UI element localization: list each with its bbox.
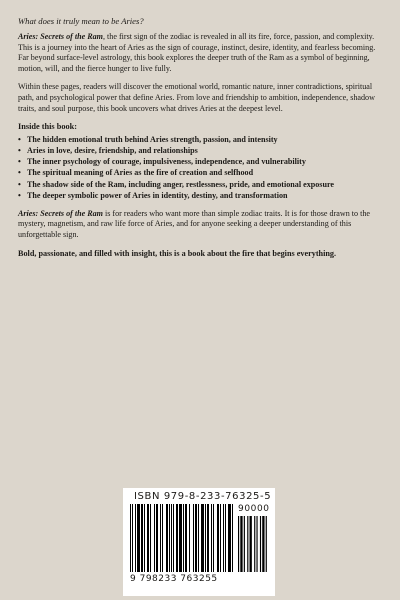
barcode-bar <box>260 516 261 572</box>
barcode-bar <box>173 504 174 572</box>
bullet-icon: • <box>18 135 21 145</box>
barcode-bar <box>266 516 267 572</box>
intro-question: What does it truly mean to be Aries? <box>18 16 144 26</box>
barcode-bar <box>162 504 163 572</box>
description-paragraph-3 <box>18 209 382 241</box>
barcode-bar <box>171 504 172 572</box>
list-item: • The deeper symbolic power of Aries in identity, destiny, and transformation <box>18 190 288 200</box>
barcode-bar <box>207 504 209 572</box>
barcode-bar <box>160 504 161 572</box>
inside-list <box>18 135 382 201</box>
barcode-bar <box>156 504 158 572</box>
barcode-bar <box>256 516 257 572</box>
inside-heading: Inside this book: <box>18 122 78 132</box>
bullet-icon: • <box>18 190 21 200</box>
barcode-bar <box>262 516 264 572</box>
barcode-bar <box>189 504 190 572</box>
list-item: • Aries in love, desire, friendship, and relationships <box>18 146 198 156</box>
barcode-bar <box>225 504 226 572</box>
list-item: • The shadow side of the Ram, including anger, restlessness, pride, and emotional exposure <box>18 179 334 189</box>
barcode-bar <box>211 504 212 572</box>
barcode-bar <box>150 504 151 572</box>
barcode-bar <box>232 504 233 572</box>
barcode-bars <box>130 504 234 572</box>
barcode-bar <box>166 504 168 572</box>
barcode-bar <box>228 504 231 572</box>
closing-statement: Bold, passionate, and filled with insight, this is a book about the fire that begins everything. <box>18 248 337 258</box>
barcode-bar <box>238 516 239 572</box>
barcode-bar <box>135 504 136 572</box>
barcode-bar <box>185 504 187 572</box>
barcode-bar <box>193 504 194 572</box>
barcode-bar <box>247 516 248 572</box>
barcode-bar <box>179 504 182 572</box>
barcode-bar <box>195 504 197 572</box>
isbn-barcode <box>123 488 275 596</box>
barcode-bar <box>220 504 221 572</box>
bullet-icon: • <box>18 146 21 156</box>
barcode-bar <box>144 504 145 572</box>
barcode-bar <box>183 504 184 572</box>
bullet-icon: • <box>18 157 21 167</box>
bullet-icon: • <box>18 179 21 189</box>
barcode-number: 9 798233 763255 <box>130 574 218 584</box>
barcode-bar <box>240 516 242 572</box>
isbn-text: ISBN 979-8-233-76325-5 <box>134 491 272 502</box>
paragraph-3-text: is for readers who want more than simple zodiac traits. It is for those drawn to the mystery, magnetism, and raw life force of Aries, and for anyone seeking a deeper understanding of this unforgettable sign. <box>18 208 371 239</box>
barcode-bar <box>141 504 143 572</box>
list-item: • The hidden emotional truth behind Aries strength, passion, and intensity <box>18 135 278 145</box>
barcode-bar <box>154 504 155 572</box>
barcode-bar <box>147 504 149 572</box>
barcode-bar <box>169 504 170 572</box>
barcode-bar <box>132 504 133 572</box>
barcode-bar <box>217 504 219 572</box>
barcode-bar <box>198 504 199 572</box>
barcode-bar <box>201 504 204 572</box>
description-paragraph-2: Within these pages, readers will discover the emotional world, romantic nature, inner contradictions, spiritual path, and psychological power that define Aries. From love and friendship to ambition, independence, shadow traits, and soul purpose, this book uncovers what drives Aries at the deepest level. <box>18 82 375 113</box>
price-code: 90000 <box>238 504 270 514</box>
barcode-bar <box>205 504 206 572</box>
barcode-bar <box>130 504 131 572</box>
paragraph-1-text: , the first sign of the zodiac is revealed in all its fire, force, passion, and complexity. This is a journey into the heart of Aries as the sign of courage, instinct, desire, identity, and fearless becoming. Far beyond surface-level astrology, this book explores the deeper truth of the Ram as a symbol of beginning, motion, will, and the fierce hunger to live fully. <box>18 32 376 73</box>
barcode-bar <box>213 504 214 572</box>
barcode-bar <box>250 516 252 572</box>
book-title: Aries: Secrets of the Ram <box>18 32 103 41</box>
barcode-bar <box>244 516 245 572</box>
barcode-bar <box>176 504 178 572</box>
barcode-bar <box>223 504 224 572</box>
barcode-bar <box>137 504 140 572</box>
list-item: • The inner psychology of courage, impulsiveness, independence, and vulnerability <box>18 157 306 167</box>
description-paragraph-1 <box>18 32 382 74</box>
addon-barcode-bars <box>238 516 268 572</box>
book-title: Aries: Secrets of the Ram <box>18 208 103 218</box>
list-item: • The spiritual meaning of Aries as the fire of creation and selfhood <box>18 168 254 178</box>
bullet-icon: • <box>18 168 21 178</box>
barcode-bar <box>254 516 255 572</box>
